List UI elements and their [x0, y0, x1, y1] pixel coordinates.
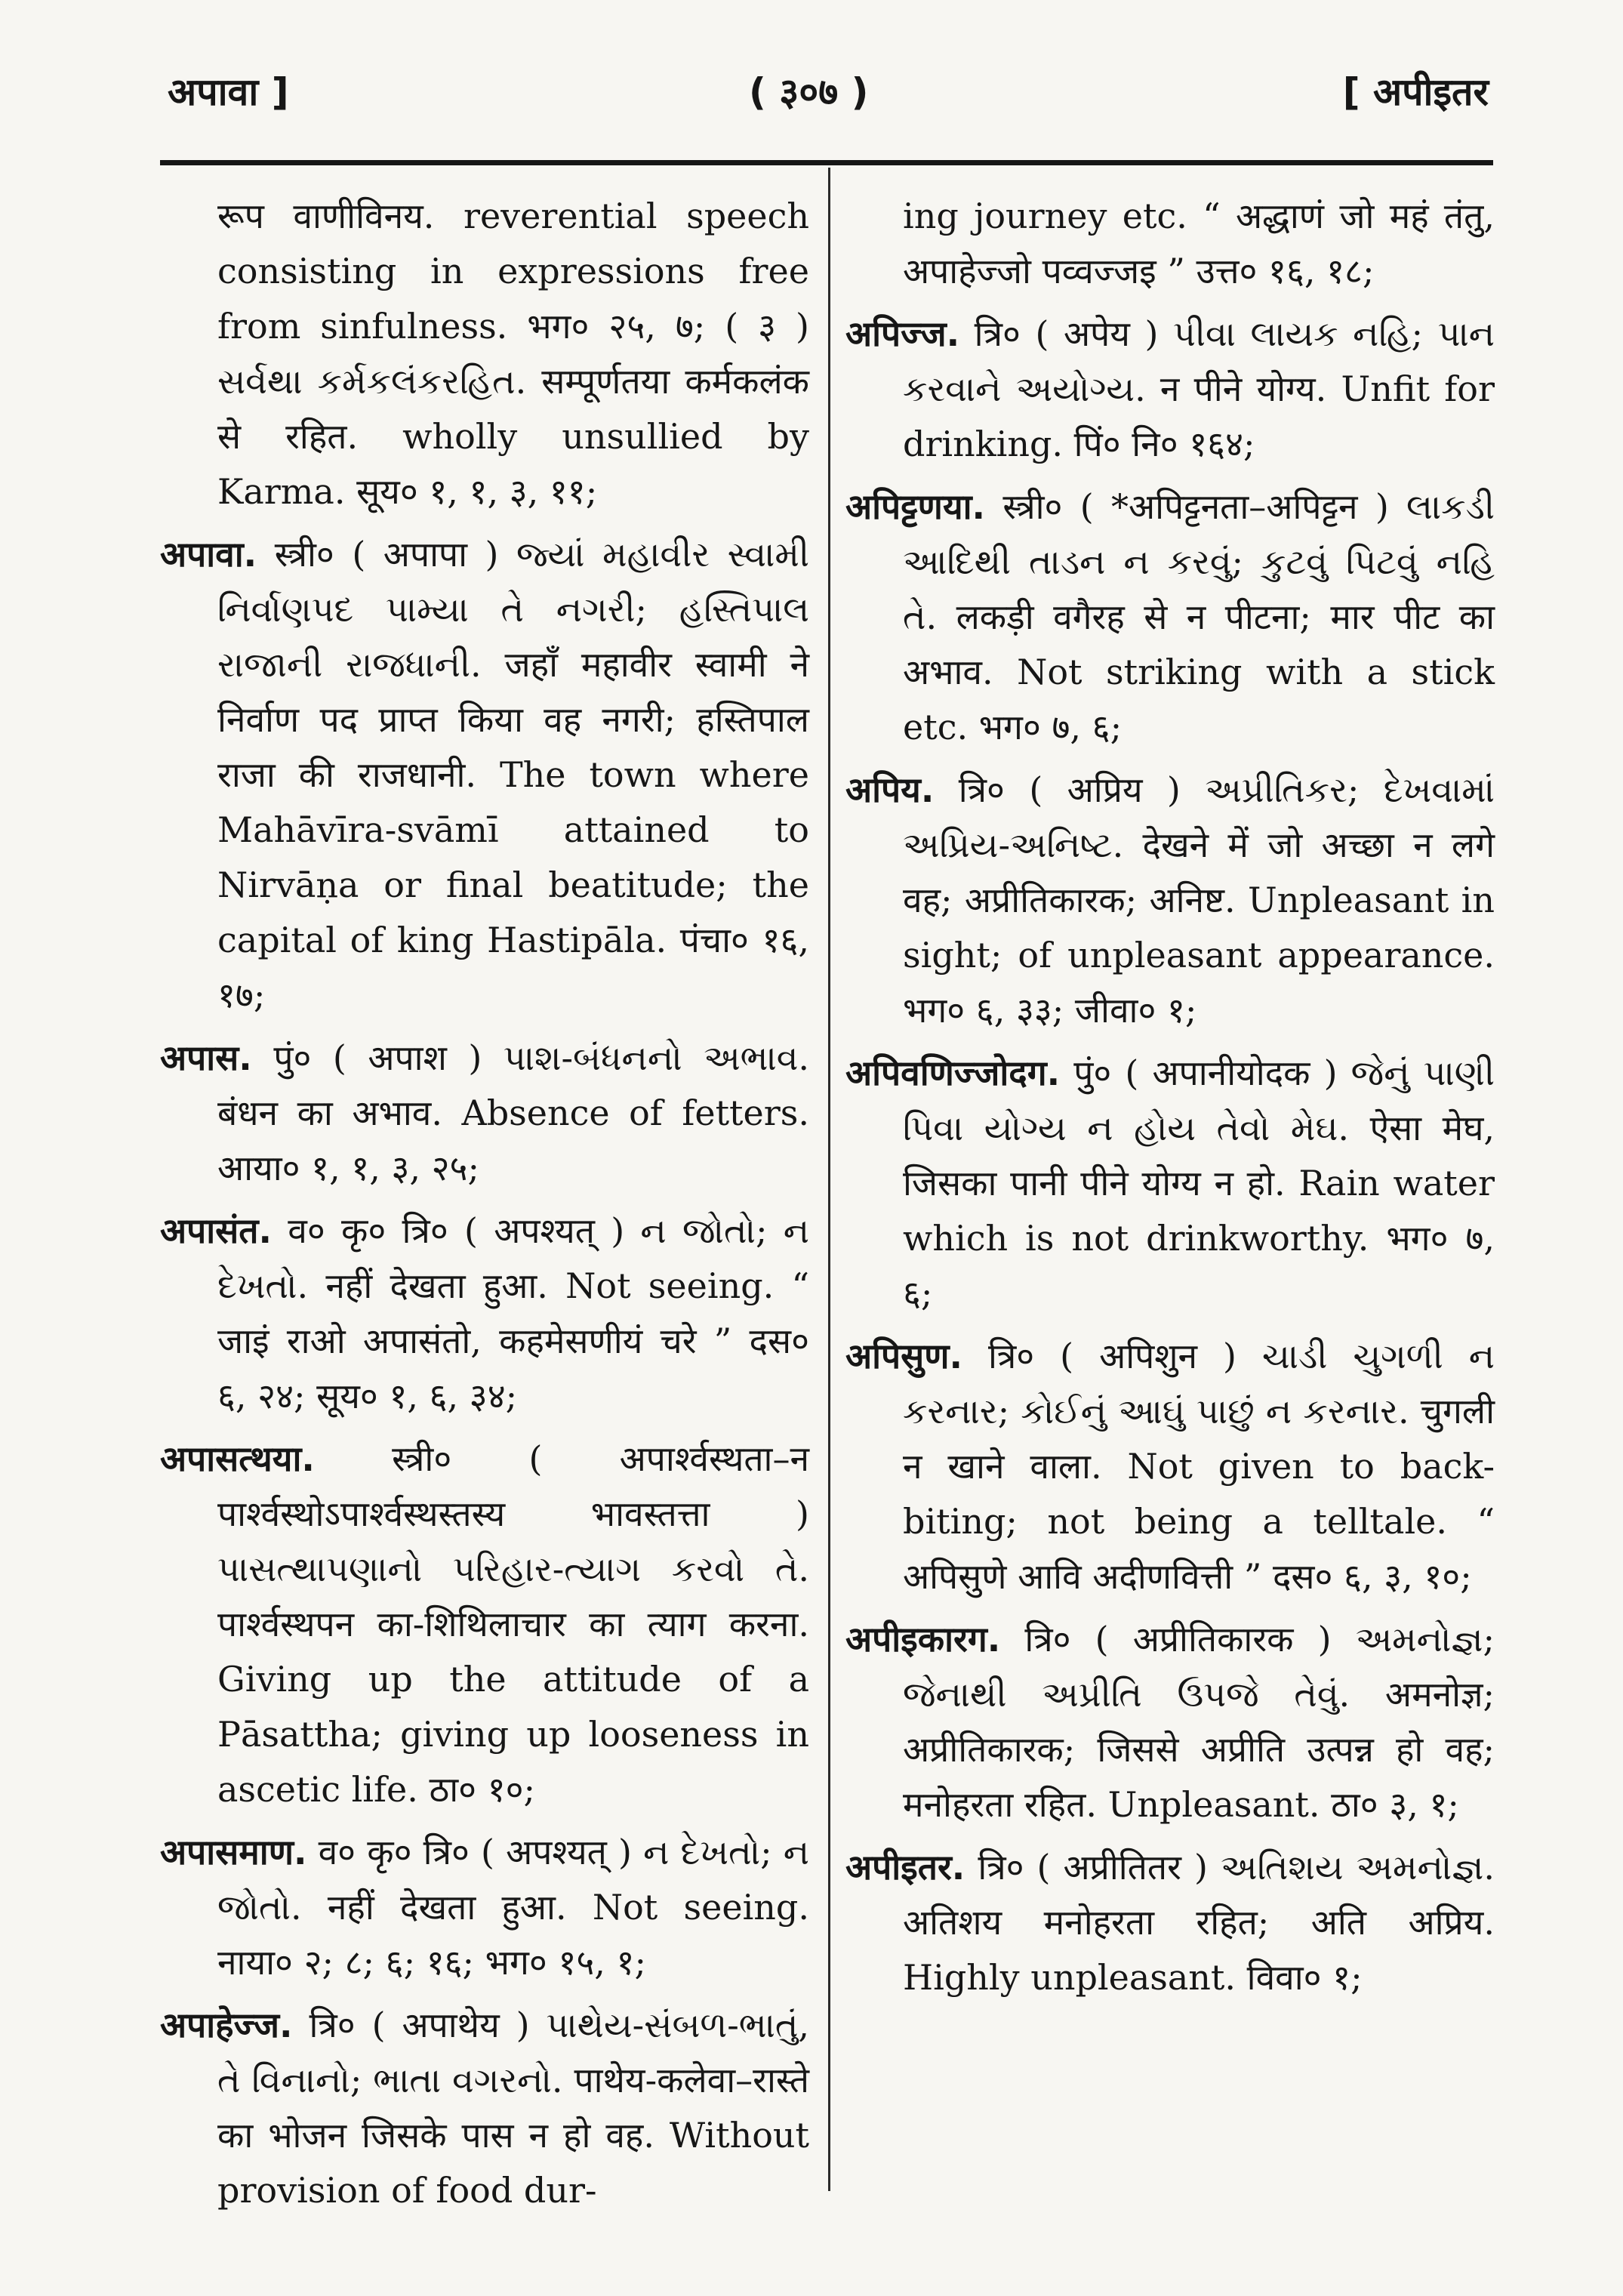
dictionary-entry: ing journey etc. “ अद्धाणं जो महं तंतु, अपाहेज्जो पव्वज्जइ ” उत्त० १६, १८; [903, 196, 1495, 291]
dictionary-entry: अपिय. त्रि० ( अप्रिय ) અપ્રીતિકર; દેખવામાં અપ્રિય-અનિષ્ટ. देखने में जो अच्छा न लगे वह; अप्रीतिकारक; अनिष्ट. Unpleasant in sight; of unpleasant appearance. भग० ६, ३३; जीवा० १; [845, 769, 1495, 1031]
headword: अपीइकारग. [845, 1619, 1001, 1660]
dictionary-entry: अपिज्ज. त्रि० ( अपेय ) પીવા લાયક નહિ; પાન કરવાને અયોગ્ય. न पीने योग्य. Unfit for drinking. पिं० नि० १६४; [845, 313, 1495, 464]
headword: अपासमाण. [160, 1832, 307, 1872]
headword: अपीइतर. [845, 1847, 965, 1888]
headword: अपिय. [845, 769, 935, 810]
dictionary-entry: अपासंत. व० कृ० त्रि० ( अपश्यत् ) ન જોતો; ન દેખતો. नहीं देखता हुआ. Not seeing. “ जाइं राओ अपासंतो, कहमेसणीयं चरे ” दस० ६, २४; सूय० १, ६, ३४; [160, 1210, 809, 1416]
dictionary-entry: अपिट्टणया. स्त्री० ( *अपिट्टनता–अपिट्टन ) લાકડી આદિથી તાડન ન કરવું; કુટવું પિટવું નહિ તે. लकड़ी वगैरह से न पीटना; मार पीट का अभाव. Not striking with a stick etc. भग० ७, ६; [845, 486, 1495, 747]
headword: अपासत्थया. [160, 1438, 315, 1479]
header-rule [160, 160, 1493, 165]
headword: अपावा. [160, 534, 257, 575]
page-number: ( ३०७ ) [749, 70, 869, 114]
headword: अपास. [160, 1037, 252, 1078]
left-column [160, 189, 809, 2226]
dictionary-entry: अपावा. स्त्री० ( अपापा ) જ્યાં મહાવીર સ્વામી નિર્વાણપદ પામ્યા તે નગરી; હસ્તિપાલ રાજાની રાજધાની. जहाँ महावीर स्वामी ने निर्वाण पद प्राप्त किया वह नगरी; हस्तिपाल राजा की राजधानी. The town where Mahāvīra-svāmī attained to Nirvāṇa or final beatitude; the capital of king Hastipāla. पंचा० १६, १७; [160, 534, 809, 1015]
dictionary-entry: अपासमाण. व० कृ० त्रि० ( अपश्यत् ) ન દેખતો; ન જોતો. नहीं देखता हुआ. Not seeing. नाया० २; ८; ६; १६; भग० १५, १; [160, 1832, 810, 1983]
headword: अपिसुण. [845, 1336, 963, 1376]
right-column [845, 189, 1495, 2013]
dictionary-entry: अपीइतर. त्रि० ( अप्रीतितर ) અતિશય અમનોજ્ઞ. अतिशय मनोहरता रहित; अति अप्रिय. Highly unpleasant. विवा० १; [845, 1847, 1495, 1998]
headword: अपासंत. [160, 1210, 272, 1251]
running-head-left: अपावा ] [168, 70, 289, 114]
headword: अपिवणिज्जोदग. [845, 1052, 1061, 1093]
column-divider [828, 168, 830, 2191]
dictionary-entry: अपिसुण. त्रि० ( अपिशुन ) ચાડી ચુગળી ન કરનાર; કોઈનું આઘું પાછું ન કરનાર. चुगली न खाने वाला. Not given to back-biting; not being a telltale. “ अपिसुणे आवि अदीणवित्ती ” दस० ६, ३, १०; [845, 1336, 1495, 1597]
dictionary-entry: अपिवणिज्जोदग. पुं० ( अपानीयोदक ) જેનું પાણી પિવા યોગ્ય ન હોય તેવો મેઘ. ऐसा मेघ, जिसका पानी पीने योग्य न हो. Rain water which is not drinkworthy. भग० ७, ६; [845, 1052, 1495, 1314]
headword: अपिट्टणया. [845, 486, 986, 527]
headword: अपाहेज्ज. [160, 2005, 293, 2045]
dictionary-entry: रूप वाणीविनय. reverential speech consisting in expressions free from sinfulness. भग० २५, ७; ( ३ ) સર્વથા કર્મકલંકરહિત. सम्पूर्णतया कर्मकलंक से रहित. wholly unsullied by Karma. सूय० १, १, ३, ११; [217, 196, 809, 512]
dictionary-entry: अपीइकारग. त्रि० ( अप्रीतिकारक ) અમનોજ્ઞ; જેનાથી અપ્રીતિ ઉપજે તેવું. अमनोज्ञ; अप्रीतिकारक; जिससे अप्रीति उत्पन्न हो वह; मनोहरता रहित. Unpleasant. ठा० ३, १; [845, 1619, 1495, 1825]
dictionary-entry: अपास. पुं० ( अपाश ) પાશ-બંધનનો અભાવ. बंधन का अभाव. Absence of fetters. आया० १, १, ३, २५; [160, 1037, 810, 1188]
dictionary-entry: अपाहेज्ज. त्रि० ( अपाथेय ) પાથેય-સંબળ-ભાતું, તે વિનાનો; ભાતા વગરનો. पाथेय-कलेवा–रास्ते का भोजन जिसके पास न हो वह. Without provision of food dur- [160, 2005, 809, 2211]
dictionary-entry: अपासत्थया. स्त्री० ( अपार्श्वस्थता–न पार्श्वस्थोऽपार्श्वस्थस्तस्य भावस्तत्ता ) પાસત્થાપણાનો પરિહાર-ત્યાગ કરવો તે. पार्श्वस्थपन का-शिथिलाचार का त्याग करना. Giving up the attitude of a Pāsattha; giving up looseness in ascetic life. ठा० १०; [160, 1438, 809, 1810]
headword: अपिज्ज. [845, 313, 960, 354]
running-head-right: [ अपीइतर [1342, 70, 1489, 114]
